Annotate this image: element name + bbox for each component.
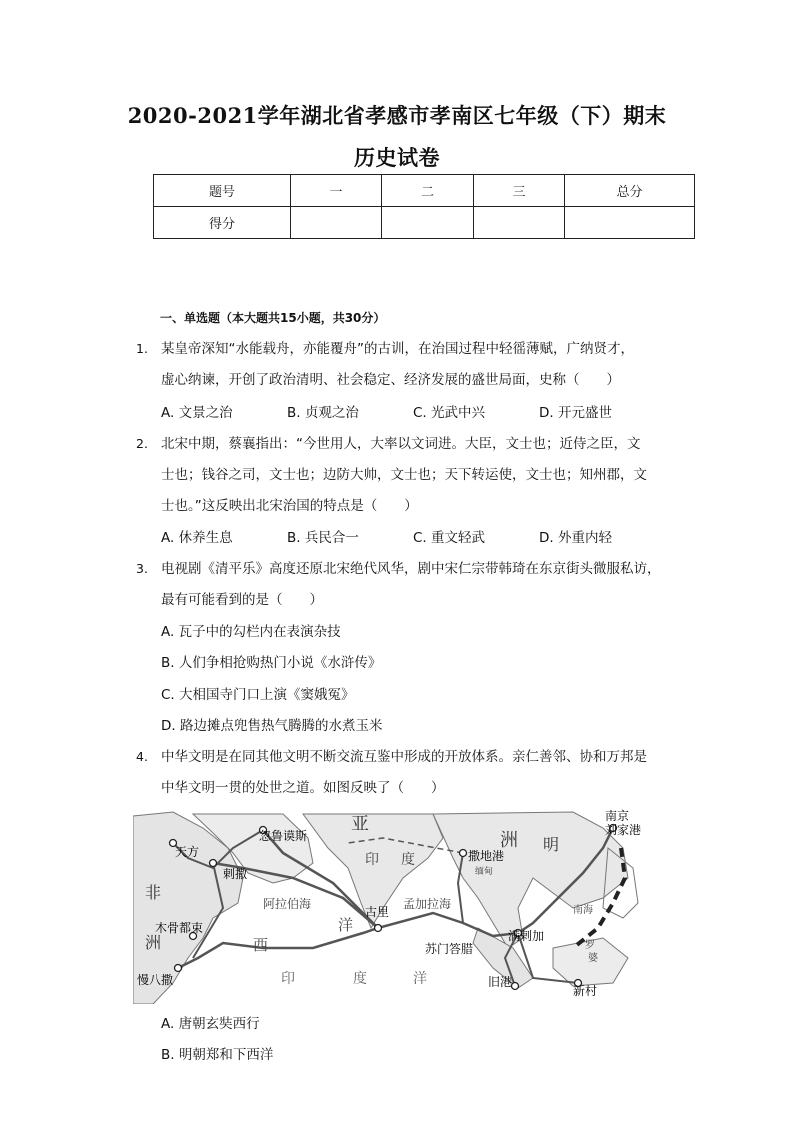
score-input-part1 [291,207,382,239]
label-zhou2: 洲 [500,830,518,851]
question-text-line: 电视剧《清平乐》高度还原北宋绝代风华，剧中宋仁宗带韩琦在东京街头微服私访， [161,561,661,577]
question-number: 3. [136,561,148,576]
option-a: A. 文景之治 [161,405,233,421]
score-cell-part3: 三 [474,175,565,207]
question-text-line: 虚心纳谏，开创了政治清明、社会稳定、经济发展的盛世局面，史称（ ） [161,372,620,388]
label-nanjing: 南京 [605,809,630,823]
option-c: C. 大相国寺门口上演《窦娥冤》 [161,687,355,703]
label-yindu-1: 印 [365,852,379,868]
label-du: 度 [353,971,367,987]
label-zhou: 洲 [145,933,162,952]
label-yin: 印 [281,971,295,987]
score-cell-label: 得分 [154,207,291,239]
label-arabian-sea: 阿拉伯海 [263,897,312,911]
section-heading: 一、单选题（本大题共15小题，共30分） [160,311,386,325]
label-myanmar: 缅甸 [475,867,494,877]
question-text-line: 士也。”这反映出北宋治国的特点是（ ） [161,498,418,514]
label-yindu-2: 度 [401,852,415,868]
label-bengal: 孟加拉海 [403,897,452,911]
question-text-line: 中华文明是在同其他文明不断交流互鉴中形成的开放体系。亲仁善邻、协和万邦是 [161,749,647,765]
option-c: C. 重文轻武 [413,530,486,546]
label-mogadishu: 木骨都束 [155,921,204,935]
label-po: 婆 [588,953,598,964]
score-table-score-row [154,207,695,239]
score-cell-label: 题号 [154,175,291,207]
label-liujiagang: 刘家港 [605,823,642,837]
option-c: C. 光武中兴 [413,405,486,421]
label-malacca: 满剌加 [508,929,545,943]
label-luo: 罗 [585,940,595,951]
label-xi: 西 [253,936,269,954]
score-table [153,174,695,239]
score-input-part3 [474,207,565,239]
label-yang2: 洋 [413,971,427,987]
option-d: D. 路边摊点兜售热气腾腾的水煮玉米 [161,718,383,734]
label-xincun: 新村 [573,984,598,998]
question-number: 1. [136,341,148,356]
question-text-line: 北宋中期，蔡襄指出：“今世用人，大率以文词进。大臣，文士也；近侍之臣，文 [161,436,641,452]
question-text-line: 中华文明一贯的处世之道。如图反映了（ ） [161,780,445,796]
score-cell-part1: 一 [291,175,382,207]
score-input-total [565,207,695,239]
option-a: A. 休养生息 [161,530,233,546]
voyage-map [133,808,645,1004]
question-text-line: 最有可能看到的是（ ） [161,592,323,608]
label-calicut: 古里 [365,905,390,919]
label-tianfang: 天方 [175,845,200,859]
question-number: 2. [136,436,148,451]
score-cell-total: 总分 [565,175,695,207]
label-malindi: 慢八撒 [137,973,174,987]
label-samudera: 苏门答腊 [425,942,474,956]
label-chittagong: 撒地港 [468,849,505,863]
label-nanhai: 南海 [573,905,593,916]
option-b: B. 贞观之治 [287,405,359,421]
question-text-line: 士也；钱谷之司，文士也；边防大帅，文士也；天下转运使，文士也；知州郡，文 [161,467,647,483]
label-yang: 洋 [338,916,354,934]
option-d: D. 开元盛世 [539,405,612,421]
score-cell-part2: 二 [382,175,474,207]
question-number: 4. [136,749,148,764]
label-lasa: 剌撒 [223,867,248,881]
score-table-header-row [154,175,695,207]
label-palembang: 旧港 [488,975,513,989]
option-d: D. 外重内轻 [539,530,612,546]
exam-title-line2: 历史试卷 [354,145,440,170]
option-a: A. 唐朝玄奘西行 [161,1016,260,1032]
option-a: A. 瓦子中的勾栏内在表演杂技 [161,624,341,640]
label-hormuz: 忽鲁谟斯 [259,829,308,843]
exam-title-line1: 2020-2021学年湖北省孝感市孝南区七年级（下）期末 [127,103,667,128]
option-b: B. 人们争相抢购热门小说《水浒传》 [161,655,382,671]
option-b: B. 明朝郑和下西洋 [161,1047,274,1063]
label-ya: 亚 [351,814,369,835]
label-ming: 明 [543,835,560,854]
question-text-line: 某皇帝深知“水能载舟，亦能覆舟”的古训，在治国过程中轻徭薄赋，广纳贤才， [161,341,634,357]
score-input-part2 [382,207,474,239]
label-fei: 非 [145,883,162,902]
option-b: B. 兵民合一 [287,530,359,546]
